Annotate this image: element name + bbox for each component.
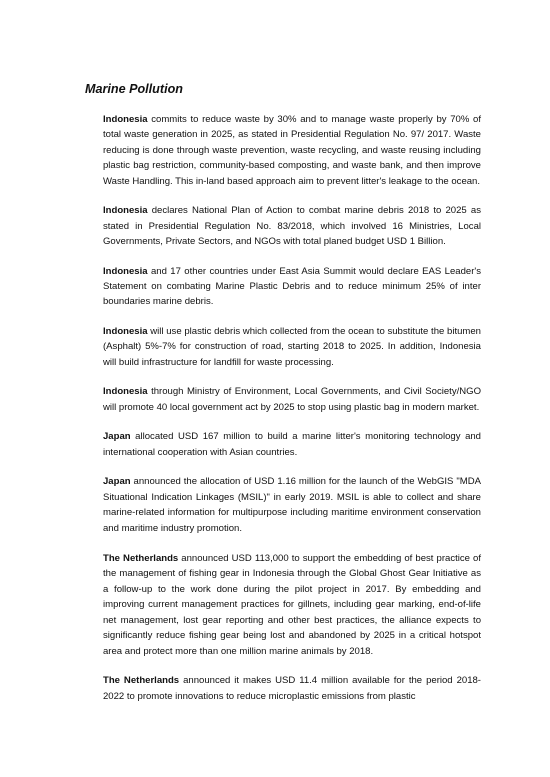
paragraph-text: commits to reduce waste by 30% and to manage waste properly by 70% of total waste generation in 2025, as stated in Presidential Regulation No. 97/ 2017. Waste reducing is done through waste prevention, waste recycling, and waste reusing including plastic bag restriction, community-based composting, and waste bank, and then improve Waste Handling. This in-land based approach aim to prevent litter's leakage to the ocean.	[103, 114, 481, 187]
paragraph-text: and 17 other countries under East Asia Summit would declare EAS Leader's Statement on combating Marine Plastic Debris and to reduce minimum 25% of inter boundaries marine debris.	[103, 265, 481, 308]
paragraph-text: announced the allocation of USD 1.16 million for the launch of the WebGIS "MDA Situational Indication Linkages (MSIL)" in early 2019. MSIL is able to collect and share marine-related information for multipurpose including maritime environment conservation and maritime industry promotion.	[103, 476, 481, 534]
paragraph-text: will use plastic debris which collected from the ocean to substitute the bitumen (Asphalt) 5%-7% for construction of road, starting 2018 to 2025. In addition, Indonesia will build infrastructure for landfill for waste processing.	[103, 326, 481, 368]
paragraph-indonesia-waste-reduction	[103, 112, 481, 189]
paragraph-text: declares National Plan of Action to combat marine debris 2018 to 2025 as stated in Presidential Regulation No. 83/2018, which involved 16 Ministries, Local Governments, Private Sectors, and NGOs with total planed budget USD 1 Billion.	[103, 205, 481, 248]
paragraph-text: allocated USD 167 million to build a marine litter's monitoring technology and international cooperation with Asian countries.	[103, 431, 481, 458]
page-title: Marine Pollution	[85, 82, 183, 96]
paragraph-japan-msil	[103, 474, 481, 536]
paragraph-text: announced USD 113,000 to support the embedding of best practice of the management of fishing gear in Indonesia through the Global Ghost Gear Initiative as a follow-up to the work done during the pilot project in 2017. By embedding and improving current management practices for gillnets, including gear marking, end-of-life net management, lost gear reporting and other best practices, the alliance expects to significantly reduce fishing gear being lost and abandoned by 2025 in a critical hotspot area and protect more than one million marine animals by 2018.	[103, 553, 481, 657]
paragraph-indonesia-eas-statement	[103, 264, 481, 310]
paragraph-lead: The Netherlands	[103, 675, 180, 687]
paragraph-netherlands-ghost-gear	[103, 551, 481, 659]
paragraph-lead: Japan	[103, 431, 131, 443]
paragraph-text: through Ministry of Environment, Local Governments, and Civil Society/NGO will promote 40 local government act by 2025 to stop using plastic bag in modern market.	[103, 386, 481, 413]
paragraph-lead: Indonesia	[103, 114, 148, 125]
paragraph-lead: Japan	[103, 476, 131, 488]
paragraph-lead: Indonesia	[103, 265, 148, 277]
paragraph-lead: The Netherlands	[103, 553, 179, 565]
paragraph-lead: Indonesia	[103, 326, 148, 338]
paragraph-lead: Indonesia	[103, 386, 148, 398]
paragraph-indonesia-plastic-bag	[103, 384, 481, 415]
paragraph-indonesia-action-plan	[103, 203, 481, 249]
paragraph-lead: Indonesia	[103, 205, 148, 217]
paragraph-indonesia-plastic-road	[103, 324, 481, 370]
paragraph-netherlands-microplastic	[103, 673, 481, 704]
commitments-list	[103, 112, 481, 718]
paragraph-text: announced it makes USD 11.4 million available for the period 2018-2022 to promote innovations to reduce microplastic emissions from plastic	[103, 675, 481, 702]
paragraph-japan-monitoring	[103, 429, 481, 460]
